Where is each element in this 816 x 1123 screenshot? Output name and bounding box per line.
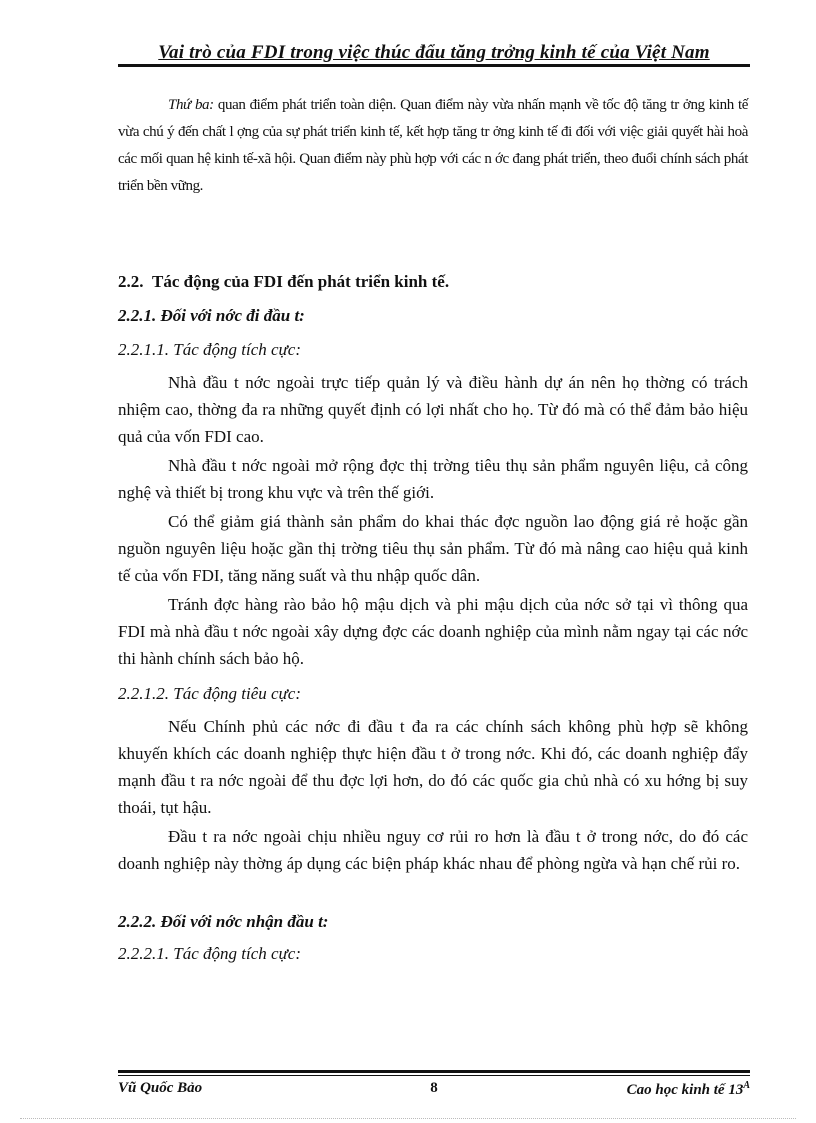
page-footer	[118, 1080, 750, 1102]
intro-text: quan điểm phát triển toàn diện. Quan điểm này vừa nhấn mạnh về tốc độ tăng tr ởng kinh tế vừa chú ý đến chất l ợng của sự phát triển kinh tế, kết hợp tăng tr ởng kinh tế đi đối với việc giải quyết hài hoà các mối quan hệ kinh tế-xã hội. Quan điểm này phù hợp với các n ớc đang phát triển, theo đuổi chính sách phát triển bền vững.	[118, 97, 749, 194]
sub1-heading: 2.2.1. Đối với nớc đi đầu t:	[118, 306, 305, 325]
header-rule	[118, 64, 750, 67]
positive-paragraph-1: Nhà đầu t nớc ngoài trực tiếp quản lý và điều hành dự án nên họ thờng có trách nhiệm cao, thờng đa ra những quyết định có lợi nhất cho họ. Từ đó mà có thể đảm bảo hiệu quả của vốn FDI cao.	[118, 373, 748, 446]
page-bottom-dotted-line	[20, 1118, 796, 1119]
page-number: 8	[430, 1080, 438, 1096]
sub2-1-heading: 2.2.2.1. Tác động tích cực:	[118, 944, 302, 963]
footer-rule-thick	[118, 1070, 750, 1073]
footer-author: Vũ Quốc Bảo	[118, 1080, 203, 1096]
positive-paragraph-2: Nhà đầu t nớc ngoài mở rộng đợc thị trờng tiêu thụ sản phẩm nguyên liệu, cả công nghệ và thiết bị trong khu vực và trên thế giới.	[118, 456, 748, 502]
positive-paragraph-3: Có thể giảm giá thành sản phẩm do khai thác đợc nguồn lao động giá rẻ hoặc gần nguồn nguyên liệu hoặc gần thị trờng tiêu thụ sản phẩm. Từ đó mà nâng cao hiệu quả kinh tế của vốn FDI, tăng năng suất và thu nhập quốc dân.	[118, 512, 748, 585]
section-number: 2.2.	[118, 272, 144, 291]
negative-paragraph-2: Đầu t ra nớc ngoài chịu nhiều nguy cơ rủi ro hơn là đầu t ở trong nớc, do đó các doanh nghiệp này thờng áp dụng các biện pháp khác nhau để phòng ngừa và hạn chế rủi ro.	[118, 827, 748, 873]
footer-course-text: Cao học kinh tế 13	[626, 1082, 744, 1098]
footer-course	[627, 1080, 750, 1099]
sub2-heading: 2.2.2. Đối với nớc nhận đầu t:	[118, 912, 329, 931]
page-header	[118, 42, 750, 66]
header-title: Vai trò của FDI trong việc thúc đẩu tăng trởng kinh tế của Việt Nam	[158, 42, 710, 63]
sub1-2-heading: 2.2.1.2. Tác động tiêu cực:	[118, 684, 302, 703]
intro-paragraph	[118, 92, 748, 200]
negative-effects	[118, 713, 748, 877]
section-title: Tác động của FDI đến phát triển kinh tế.	[152, 272, 450, 291]
section-heading	[118, 272, 449, 292]
intro-block	[118, 92, 748, 200]
negative-paragraph-1: Nếu Chính phủ các nớc đi đầu t đa ra các chính sách không phù hợp sẽ không khuyến khích các doanh nghiệp thực hiện đầu t ở trong nớc. Khi đó, các doanh nghiệp đẩy mạnh đầu t ra nớc ngoài để thu đợc lợi hơn, do đó các quốc gia chủ nhà có xu hớng bị suy thoái, tụt hậu.	[118, 717, 748, 817]
sub1-1-heading: 2.2.1.1. Tác động tích cực:	[118, 340, 302, 359]
footer-rule-thin	[118, 1075, 750, 1076]
positive-effects	[118, 369, 748, 672]
footer-course-sup: A	[743, 1080, 750, 1091]
positive-paragraph-4: Tránh đợc hàng rào bảo hộ mậu dịch và phi mậu dịch của nớc sở tại vì thông qua FDI mà nhà đầu t nớc ngoài xây dựng đợc các doanh nghiệp của mình nằm ngay tại các nớc thi hành chính sách bảo hộ.	[118, 595, 748, 668]
intro-lead: Thứ ba:	[168, 97, 214, 113]
